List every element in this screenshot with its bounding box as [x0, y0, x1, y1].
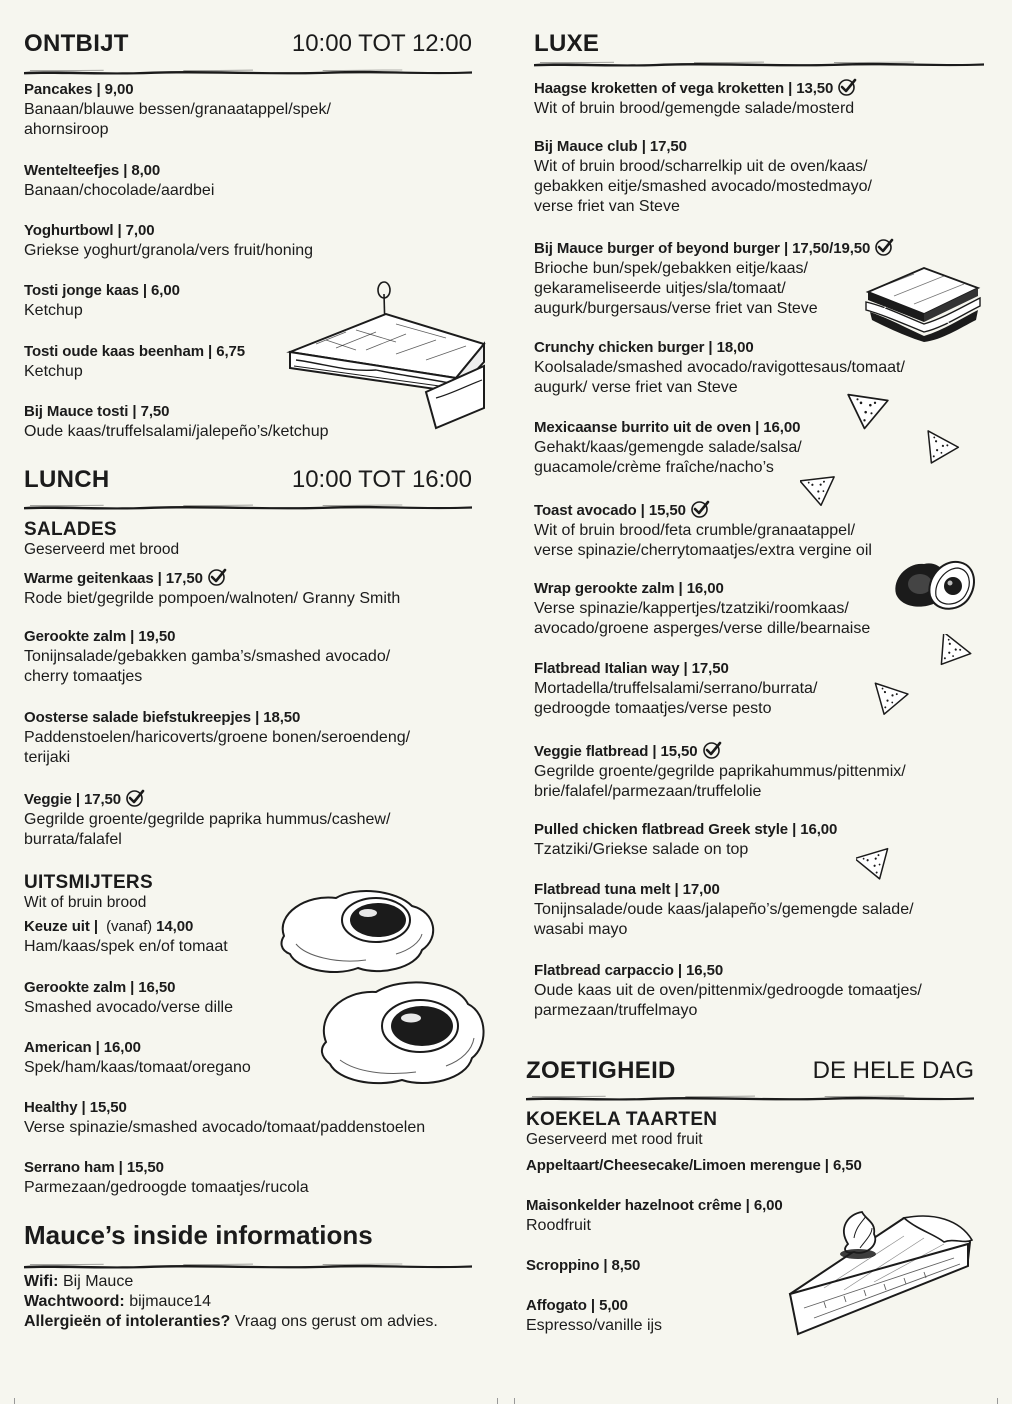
menu-item: Warme geitenkaas | 17,50 Rode biet/gegrilde pompoen/walnoten/ Granny Smith	[24, 567, 472, 609]
info-block	[24, 1272, 484, 1332]
menu-item: Toast avocado | 15,50 Wit of bruin brood/feta crumble/granaatappel/ verse spinazie/cherrytomaatjes/extra vergine oil	[534, 499, 984, 561]
breakfast-header	[24, 30, 472, 70]
uitsmijters-heading: UITSMIJTERS Wit of bruin brood	[24, 872, 153, 911]
menu-item: Tosti jonge kaas | 6,00 Ketchup	[24, 282, 180, 319]
club-sandwich-illustration	[864, 262, 982, 344]
vegetarian-check-icon	[702, 740, 722, 760]
vegetarian-check-icon	[690, 499, 710, 519]
nacho-chip-illustration	[856, 846, 896, 882]
crop-mark	[514, 1398, 515, 1404]
menu-item: Flatbread carpaccio | 16,50 Oude kaas uit de oven/pittenmix/gedroogde tomaatjes/ parmezaan/truffelmayo	[534, 962, 922, 1019]
menu-item: Scroppino | 8,50	[526, 1257, 641, 1274]
crop-mark	[997, 1398, 998, 1404]
nacho-chip-illustration	[870, 680, 910, 720]
lunch-rule	[24, 503, 472, 508]
menu-item: Maisonkelder hazelnoot crême | 6,00 Roodfruit	[526, 1197, 783, 1234]
menu-item: Healthy | 15,50 Verse spinazie/smashed avocado/tomaat/paddenstoelen	[24, 1099, 426, 1136]
vegetarian-check-icon	[874, 237, 894, 257]
menu-item: Gerookte zalm | 16,50 Smashed avocado/verse dille	[24, 979, 234, 1016]
breakfast-time: 10:00 TOT 12:00	[291, 30, 472, 57]
menu-item: Oosterse salade biefstukreepjes | 18,50 Paddenstoelen/haricoverts/groene bonen/seroendeng/ terijaki	[24, 709, 411, 766]
menu-item: Yoghurtbowl | 7,00 Griekse yoghurt/granola/vers fruit/honing	[24, 222, 314, 259]
salads-heading: SALADES Geserveerd met brood	[24, 519, 180, 558]
menu-item: Serrano ham | 15,50 Parmezaan/gedroogde tomaatjes/rucola	[24, 1159, 309, 1196]
fried-egg-illustration	[316, 976, 488, 1088]
sandwich-illustration	[286, 280, 486, 432]
lunch-time: 10:00 TOT 16:00	[291, 466, 472, 493]
menu-item: American | 16,00 Spek/ham/kaas/tomaat/oregano	[24, 1039, 251, 1076]
menu-item: Keuze uit | (vanaf) 14,00 Ham/kaas/spek en/of tomaat	[24, 918, 228, 955]
wifi-line: Wifi: Bij Mauce	[24, 1273, 134, 1290]
menu-item: Flatbread tuna melt | 17,00 Tonijnsalade/oude kaas/jalapeño’s/gemengde salade/ wasabi mayo	[534, 881, 914, 938]
vegetarian-check-icon	[125, 788, 145, 808]
avocado-illustration	[890, 556, 978, 616]
menu-item: Bij Mauce club | 17,50 Wit of bruin brood/scharrelkip uit de oven/kaas/ gebakken eitje/smashed avocado/mostedmayo/ verse friet van Steve	[534, 138, 872, 215]
sweet-header	[526, 1057, 974, 1097]
info-rule	[24, 1262, 472, 1267]
menu-item: Gerookte zalm | 19,50 Tonijnsalade/gebakken gamba’s/smashed avocado/ cherry tomaatjes	[24, 628, 391, 685]
menu-item: Veggie flatbread | 15,50 Gegrilde groente/gegrilde paprikahummus/pittenmix/ brie/falafel/parmezaan/truffelolie	[534, 740, 984, 802]
breakfast-title: ONTBIJT	[24, 30, 129, 57]
nacho-chip-illustration	[840, 390, 896, 432]
menu-item: Affogato | 5,00 Espresso/vanille ijs	[526, 1297, 663, 1334]
menu-item: Veggie | 17,50 Gegrilde groente/gegrilde paprika hummus/cashew/ burrata/falafel	[24, 788, 472, 850]
fried-egg-illustration	[276, 884, 440, 976]
sweet-title: ZOETIGHEID	[526, 1057, 676, 1084]
menu-item: Tosti oude kaas beenham | 6,75 Ketchup	[24, 343, 245, 380]
allergy-line: Allergieën of intoleranties? Vraag ons gerust om advies.	[24, 1313, 438, 1330]
nacho-chip-illustration	[932, 634, 972, 672]
menu-item: Pancakes | 9,00 Banaan/blauwe bessen/granaatappel/spek/ ahornsiroop	[24, 81, 331, 138]
menu-item: Crunchy chicken burger | 18,00 Koolsalade/smashed avocado/ravigottesaus/tomaat/ augurk/ verse friet van Steve	[534, 339, 905, 396]
luxe-title: LUXE	[534, 30, 600, 57]
menu-item: Appeltaart/Cheesecake/Limoen merengue | 6,50	[526, 1157, 862, 1174]
crop-mark	[497, 1398, 498, 1404]
menu-item: Haagse kroketten of vega kroketten | 13,50 Wit of bruin brood/gemengde salade/mosterd	[534, 77, 984, 119]
lunch-header	[24, 466, 472, 506]
menu-item: Wentelteefjes | 8,00 Banaan/chocolade/aardbei	[24, 162, 215, 199]
info-title: Mauce’s inside informations	[24, 1220, 373, 1250]
lunch-title: LUNCH	[24, 466, 110, 493]
vegetarian-check-icon	[837, 77, 857, 97]
luxe-rule	[534, 60, 984, 65]
menu-item: Pulled chicken flatbread Greek style | 16,00 Tzatziki/Griekse salade on top	[534, 821, 838, 858]
nacho-chip-illustration	[920, 430, 960, 470]
menu-item: Wrap gerookte zalm | 16,00 Verse spinazie/kappertjes/tzatziki/roomkaas/ avocado/groene asperges/verse dille/bearnaise	[534, 580, 871, 637]
password-line: Wachtwoord: bijmauce14	[24, 1293, 212, 1310]
sweet-rule	[526, 1094, 974, 1099]
vegetarian-check-icon	[207, 567, 227, 587]
breakfast-rule	[24, 68, 472, 73]
menu-item: Flatbread Italian way | 17,50 Mortadella/truffelsalami/serrano/burrata/ gedroogde tomaatjes/verse pesto	[534, 660, 818, 717]
menu-item: Bij Mauce burger of beyond burger | 17,50/19,50 Brioche bun/spek/gebakken eitje/kaas/ gekarameliseerde uitjes/sla/tomaat/ augurk/burgersaus/verse friet van Steve	[534, 237, 984, 319]
menu-item: Mexicaanse burrito uit de oven | 16,00 Gehakt/kaas/gemengde salade/salsa/ guacamole/crème fraîche/nacho’s	[534, 419, 802, 476]
crop-mark	[14, 1398, 15, 1404]
sweet-time: DE HELE DAG	[812, 1057, 974, 1084]
pie-slice-illustration	[784, 1208, 976, 1340]
menu-item: Bij Mauce tosti | 7,50 Oude kaas/truffelsalami/jalepeño’s/ketchup	[24, 403, 329, 440]
cakes-heading: KOEKELA TAARTEN Geserveerd met rood fruit	[526, 1109, 718, 1148]
nacho-chip-illustration	[800, 472, 840, 508]
